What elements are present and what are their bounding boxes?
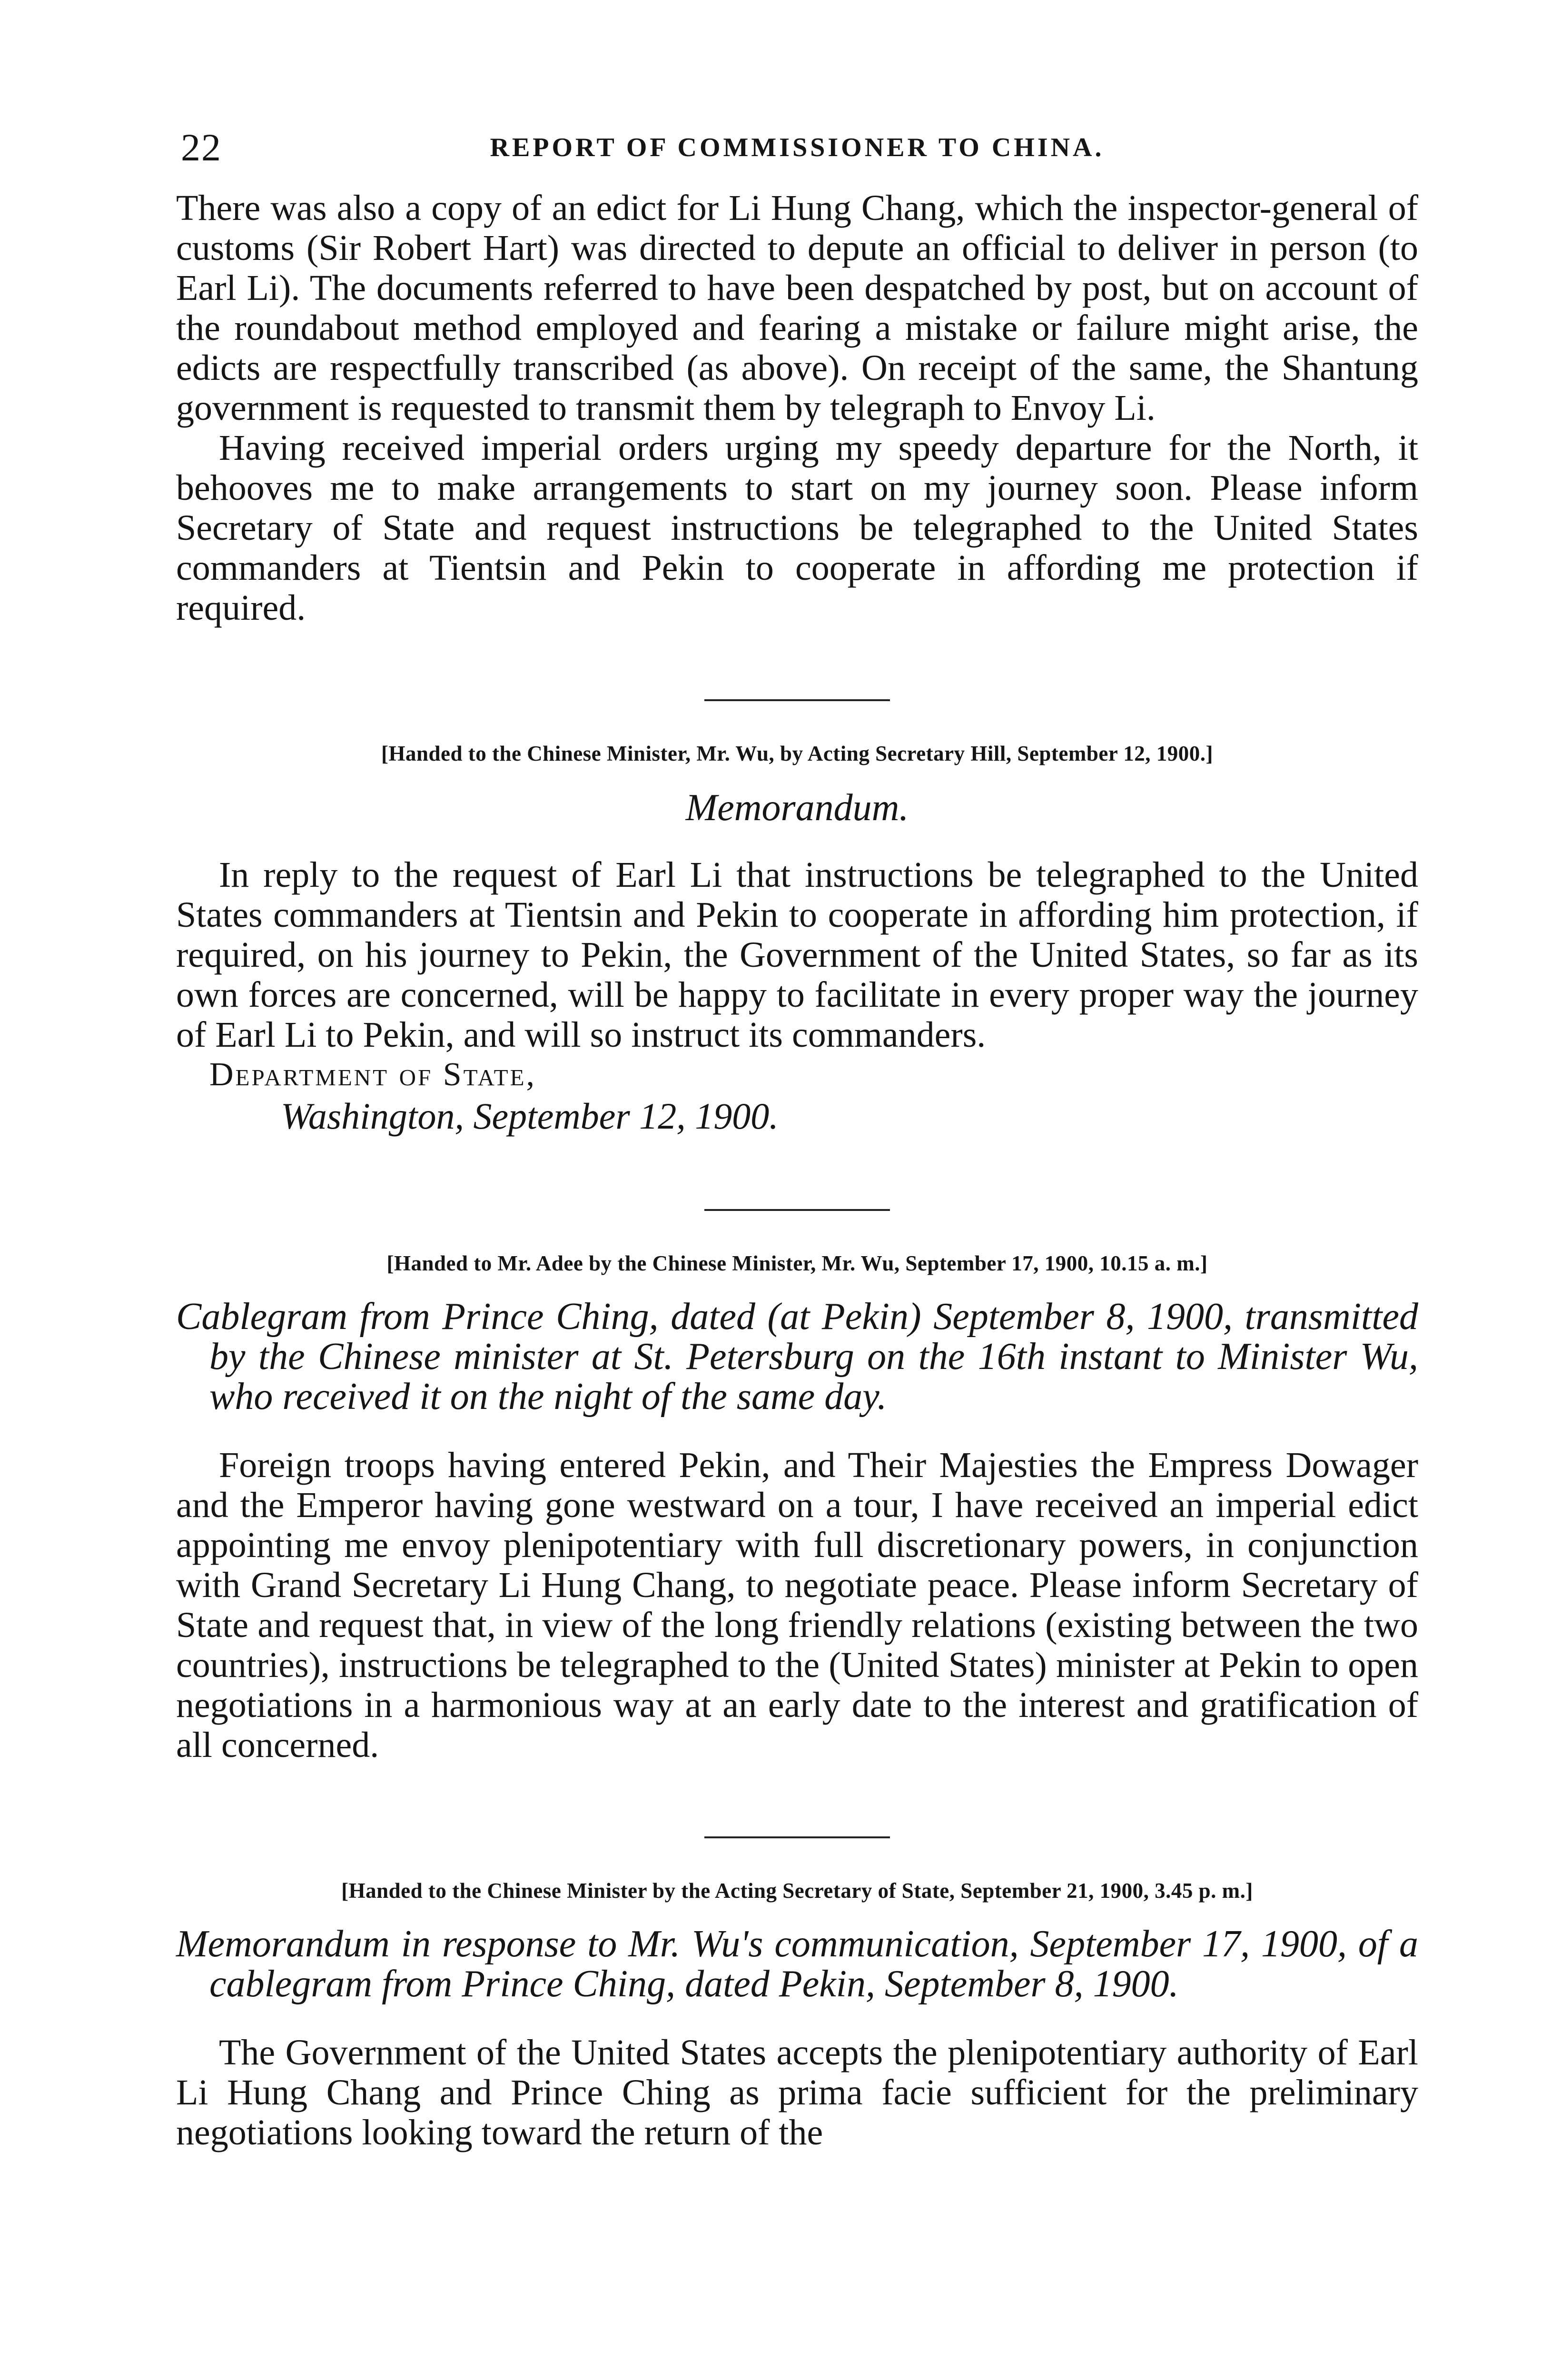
section-divider: [704, 699, 890, 701]
running-title: REPORT OF COMMISSIONER TO CHINA.: [490, 133, 1105, 162]
paragraph-edict-copy: There was also a copy of an edict for Li Hung Chang, which the inspector-general of customs (Sir Robert Hart) was directed to depute an official to deliver in person (to Earl Li). The documents referred to have been despatched by post, but on account of the roundabout method employed and fearing a mistake or failure might arise, the edicts are respectfully transcribed (as above). On receipt of the same, the Shantung government is requested to transmit them by telegraph to Envoy Li.: [176, 188, 1418, 428]
document-page: [176, 121, 1418, 2152]
cablegram-paragraph: Foreign troops having entered Pekin, and Their Majesties the Empress Dowager and the Emperor having gone westward on a tour, I have received an imperial edict appointing me envoy plenipotentiary with full discretionary powers, in conjunction with Grand Secretary Li Hung Chang, to negotiate peace. Please inform Secretary of State and request that, in view of the long friendly relations (existing between the two countries), instructions be telegraphed to the (United States) minister at Pekin to open negotiations in a harmonious way at an early date to the interest and gratification of all concerned.: [176, 1445, 1418, 1765]
memorandum-response-heading: Memorandum in response to Mr. Wu's communication, September 17, 1900, of a cablegram from Prince Ching, dated Pekin, September 8, 1900.: [176, 1923, 1418, 2005]
section-divider: [704, 1209, 890, 1211]
cablegram-heading: Cablegram from Prince Ching, dated (at Pekin) September 8, 1900, transmitted by the Chinese minister at St. Petersburg on the 16th instant to Minister Wu, who received it on the night of the same day.: [176, 1296, 1418, 1418]
signature-department: Department of State,: [209, 1056, 537, 1093]
page-number: 22: [181, 126, 222, 169]
signature-place-date: Washington, September 12, 1900.: [281, 1095, 779, 1137]
section-divider: [704, 1836, 890, 1838]
handed-note: [Handed to the Chinese Minister, Mr. Wu, by Acting Secretary Hill, September 12, 1900.]: [381, 742, 1214, 765]
memorandum-heading: Memorandum.: [685, 787, 909, 829]
handed-note: [Handed to Mr. Adee by the Chinese Minister, Mr. Wu, September 17, 1900, 10.15 a. m.]: [386, 1251, 1208, 1275]
running-header: [176, 121, 1418, 174]
response-paragraph: The Government of the United States accepts the plenipotentiary authority of Earl Li Hung Chang and Prince Ching as prima facie sufficient for the preliminary negotiations looking toward the return of the: [176, 2033, 1418, 2152]
handed-note: [Handed to the Chinese Minister by the Acting Secretary of State, September 21, 1900, 3.45 p. m.]: [341, 1879, 1253, 1903]
memorandum-paragraph: In reply to the request of Earl Li that instructions be telegraphed to the United States commanders at Tientsin and Pekin to cooperate in affording him protection, if required, on his journey to Pekin, the Government of the United States, so far as its own forces are concerned, will be happy to facilitate in every proper way the journey of Earl Li to Pekin, and will so instruct its commanders.: [176, 855, 1418, 1055]
paragraph-departure-request: Having received imperial orders urging my speedy departure for the North, it behooves me to make arrangements to start on my journey soon. Please inform Secretary of State and request instructions be telegraphed to the United States commanders at Tientsin and Pekin to cooperate in affording me protection if required.: [176, 428, 1418, 628]
